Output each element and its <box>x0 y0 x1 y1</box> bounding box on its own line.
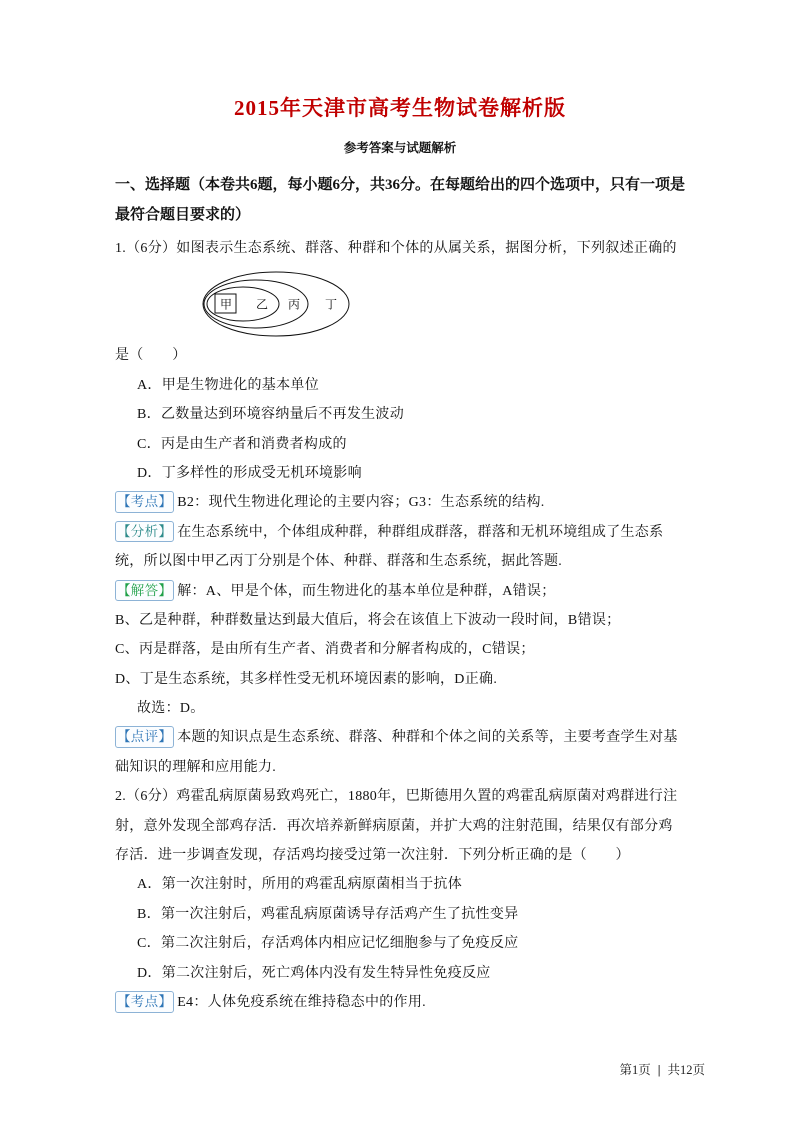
fenxi-tag: 【分析】 <box>115 521 174 543</box>
q1-kaodian-line <box>115 488 685 517</box>
footer-separator: | <box>657 1063 661 1077</box>
q1-diagram <box>200 267 685 341</box>
q1-stem-tail: 是（ ） <box>115 348 187 364</box>
nested-ellipse-diagram <box>200 267 378 341</box>
q2-kaodian-line <box>115 988 685 1017</box>
q1-fenxi-text: 在生态系统中，个体组成种群，种群组成群落，群落和无机环境组成了生态系统，所以图中甲乙丙丁分别是个体、种群、群落和生态系统，据此答题. <box>115 524 664 570</box>
diagram-label-ding: 丁 <box>325 297 338 312</box>
q1-fenxi-line <box>115 518 685 577</box>
q1-dianping-text: 本题的知识点是生态系统、群落、种群和个体之间的关系等，主要考查学生对基础知识的理解和应用能力. <box>115 730 678 775</box>
footer-page-number: 第1页 <box>619 1063 651 1077</box>
kaodian-tag: 【考点】 <box>115 491 174 513</box>
diagram-label-yi: 乙 <box>256 297 269 312</box>
q1-option-b: B．乙数量达到环境容纳量后不再发生波动 <box>137 407 405 423</box>
q1-option-a: A．甲是生物进化的基本单位 <box>137 377 320 393</box>
q2-option-b: B．第一次注射后，鸡霍乱病原菌诱导存活鸡产生了抗性变异 <box>137 906 519 922</box>
q2-stem: 2.（6分）鸡霍乱病原菌易致鸡死亡，1880年，巴斯德用久置的鸡霍乱病原菌对鸡群进行注射，意外发现全部鸡存活．再次培养新鲜病原菌，并扩大鸡的注射范围，结果仅有部分鸡存活．进一步调查发现，存活鸡均接受过第一次注射．下列分析正确的是（ ） <box>115 789 678 864</box>
diagram-label-bing: 丙 <box>288 297 301 312</box>
q1-jieda-line-c: C、丙是群落，是由所有生产者、消费者和分解者构成的，C错误； <box>115 642 535 658</box>
q1-dianping-line <box>115 723 685 782</box>
q1-answer-line: 故选：D。 <box>137 701 205 717</box>
page-footer <box>619 1060 705 1078</box>
footer-total-pages: 共12页 <box>667 1063 705 1077</box>
q2-option-d: D．第二次注射后，死亡鸡体内没有发生特异性免疫反应 <box>137 965 491 981</box>
q1-kaodian-text: B2：现代生物进化理论的主要内容；G3：生态系统的结构. <box>177 495 545 511</box>
q1-jieda-line-d: D、丁是生态系统，其多样性受无机环境因素的影响，D正确. <box>115 671 498 687</box>
q1-option-d: D．丁多样性的形成受无机环境影响 <box>137 465 362 481</box>
q2-option-a: A．第一次注射时，所用的鸡霍乱病原菌相当于抗体 <box>137 877 463 893</box>
q1-option-c: C．丙是由生产者和消费者构成的 <box>137 436 347 452</box>
page-title: 2015年天津市高考生物试卷解析版 <box>234 96 566 120</box>
q2-option-c: C．第二次注射后，存活鸡体内相应记忆细胞参与了免疫反应 <box>137 936 519 952</box>
diagram-label-jia: 甲 <box>220 297 233 312</box>
q2-kaodian-text: E4：人体免疫系统在维持稳态中的作用. <box>177 994 426 1010</box>
dianping-tag: 【点评】 <box>115 726 174 748</box>
jieda-tag: 【解答】 <box>115 580 174 602</box>
section-header: 一、选择题（本卷共6题，每小题6分，共36分。在每题给出的四个选项中，只有一项是最符合题目要求的） <box>115 177 686 223</box>
page-subtitle: 参考答案与试题解析 <box>343 141 457 155</box>
kaodian-tag: 【考点】 <box>115 991 174 1013</box>
q1-jieda-line <box>115 577 685 606</box>
q1-stem: 1.（6分）如图表示生态系统、群落、种群和个体的从属关系，据图分析，下列叙述正确的 <box>115 241 677 256</box>
q1-jieda-text: 解：A、甲是个体，而生物进化的基本单位是种群，A错误； <box>177 583 556 599</box>
q1-jieda-line-b: B、乙是种群，种群数量达到最大值后，将会在该值上下波动一段时间，B错误； <box>115 612 621 628</box>
